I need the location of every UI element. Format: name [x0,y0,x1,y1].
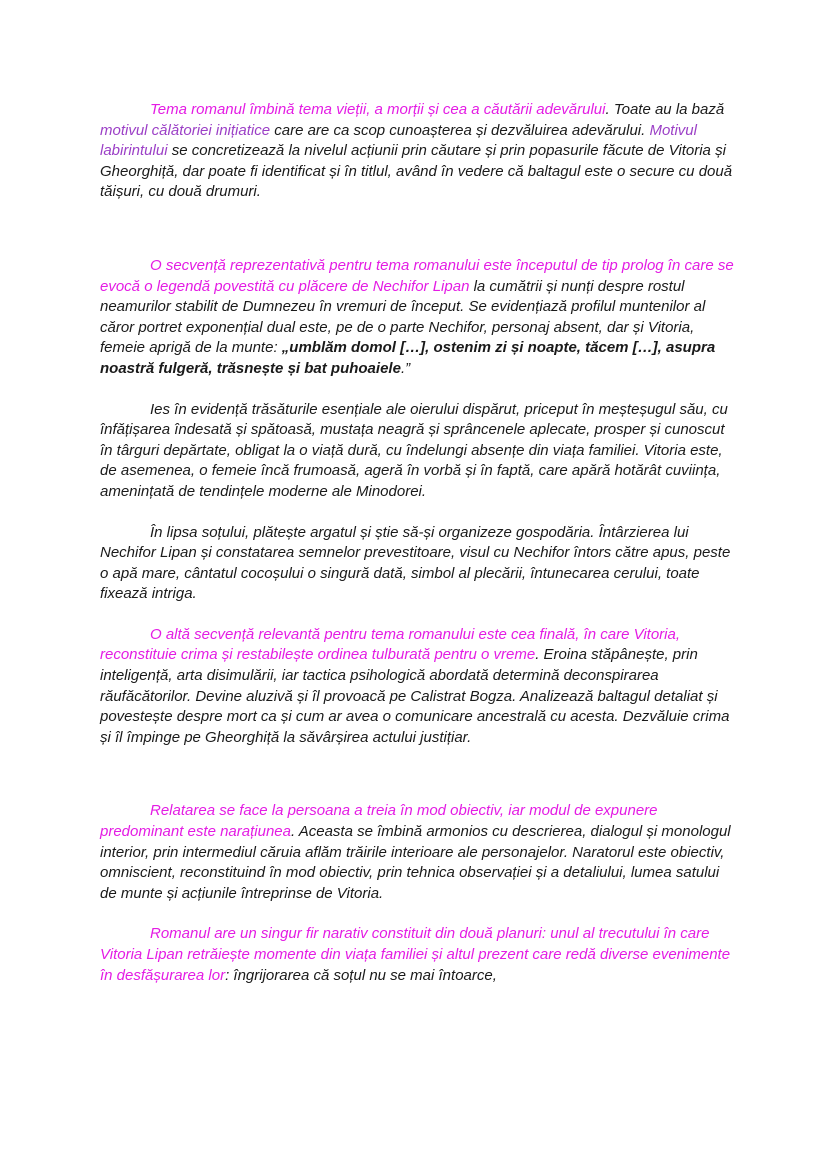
body-text: se concretizează la nivelul acțiunii prin căutare și prin popasurile făcute de Vitoria și Gheorghiță, dar poate fi identificat și în titlul, având în vedere că baltagul este o secure cu două tăișuri, cu două drumuri. [100,142,733,201]
highlighted-text: Relatarea se face la persoana a treia în mod obiectiv, iar modul de expunere predominant este narațiunea [100,802,658,841]
body-text: În lipsa soțului, plătește argatul și știe să-și organizeze gospodăria. Întârzierea lui Nechifor Lipan și constatarea semnelor prevestitoare, visul cu Nechifor întors către apus, peste o apă mare, cântatul cocoșului o singură dată, simbol al plecării, întunecarea cerului, toate fixează intriga. [100,523,731,603]
paragraph-nechifor-portrait [100,400,740,503]
document-body [100,100,740,986]
highlighted-text: O secvență reprezentativă pentru tema romanului este începutul de tip prolog în care se evocă o legendă povestită cu plăcere de Nechifor Lipan [100,256,734,295]
body-text: : îngrijorarea că soțul nu se mai întoarce, [225,966,497,984]
body-text: . Toate au la bază [605,101,725,118]
paragraph-themes [100,100,740,203]
body-text: . Eroina stăpânește, prin inteligență, arta disimulării, iar tactica psihologică abordată determină deconspirarea răufăcătorilor. Devine aluzivă și îl provoacă pe Calistrat Bogza. Analizează baltagul detaliat și povestește despre mort ca și cum ar avea o comunicare ancestrală cu acesta. Dezvăluie crima și îl împinge pe Gheorghiță la săvârșirea actului justițiar. [100,646,730,746]
body-text: care are ca scop cunoașterea și dezvăluirea adevărului. [270,121,650,139]
body-text: la cumătrii și nunți despre rostul neamurilor stabilit de Dumnezeu în vremuri de început. Se evidențiază profilul muntenilor al căror portret exponențial dual este, pe de o parte Nechifor, personaj absent, dar și Vitoria, femeie aprigă de la munte: [100,277,706,357]
keyword-text: Motivul labirintului [100,121,697,160]
paragraph-vitoria-household [100,523,740,605]
paragraph-final-sequence [100,625,740,749]
keyword-text: motivul călătoriei inițiatice [100,121,271,139]
body-text: .” [400,359,411,377]
body-text: Ies în evidență trăsăturile esențiale ale oierului dispărut, priceput în meșteșugul său, cu înfățișarea îndesată și spătoasă, mustața neagră și sprâncenele aplecate, prosper și cunoscut în târguri depărtate, obligat la o viață dură, cu îndelungi absențe din viața familiei. Vitoria este, de asemenea, o femeie încă frumoasă, ageră în vorbă și în faptă, care apără hotărât cuviința, amenințată de tendințele moderne ale Minodorei. [100,400,728,500]
body-text: . Aceasta se îmbină armonios cu descrierea, dialogul și monologul interior, prin intermediul căruia aflăm trăirile interioare ale personajelor. Naratorul este obiectiv, omniscient, reconstituind în mod obiectiv, prin tehnica observației și a detaliului, lumea satului de munte și acțiunile întreprinse de Vitoria. [100,823,731,902]
highlighted-text: Romanul are un singur fir narativ constituit din două planuri: unul al trecutului în care Vitoria Lipan retrăiește momente din viața familiei și altul prezent care redă diverse evenimente în desfășurarea lor [100,925,731,984]
paragraph-prolog-sequence [100,256,740,380]
bold-quote: „umblăm domol […], ostenim zi și noapte, tăcem […], asupra noastră fulgeră, trăsnește și bat puhoaiele [100,339,716,377]
paragraph-narration-mode [100,801,740,904]
highlighted-text: Tema romanul îmbină tema vieții, a morții și cea a căutării adevărului [150,101,606,118]
paragraph-narrative-thread [100,924,740,986]
highlighted-text: O altă secvență relevantă pentru tema romanului este cea finală, în care Vitoria, reconstituie crima și restabilește ordinea tulburată pentru o vreme [100,625,681,664]
